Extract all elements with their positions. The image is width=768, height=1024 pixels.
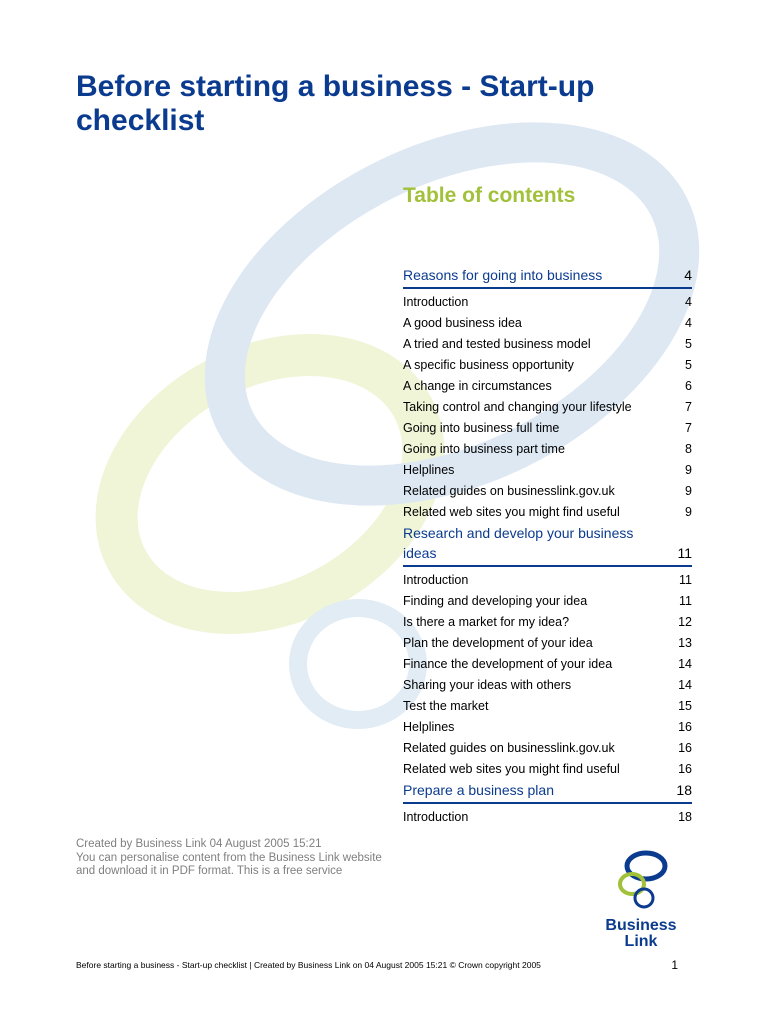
toc-entry[interactable] bbox=[403, 807, 692, 828]
toc-entry-title: Related guides on businesslink.gov.uk bbox=[403, 741, 615, 755]
toc-entry-title: A good business idea bbox=[403, 316, 522, 330]
toc-entry-page: 7 bbox=[685, 421, 692, 435]
toc-entry-title: A tried and tested business model bbox=[403, 337, 591, 351]
created-note bbox=[76, 838, 436, 879]
toc-entry-page: 7 bbox=[685, 400, 692, 414]
page-number: 1 bbox=[671, 958, 678, 972]
toc-section-page: 18 bbox=[676, 782, 692, 798]
toc-entry[interactable] bbox=[403, 481, 692, 502]
document-title: Before starting a business - Start-up checklist bbox=[76, 70, 595, 137]
toc-entry-title: Plan the development of your idea bbox=[403, 636, 593, 650]
toc-entry[interactable] bbox=[403, 591, 692, 612]
toc-entry-page: 4 bbox=[685, 316, 692, 330]
toc-entry-title: Finance the development of your idea bbox=[403, 657, 613, 671]
toc-entry[interactable] bbox=[403, 460, 692, 481]
logo-word: Business bbox=[605, 917, 677, 934]
toc-entry[interactable] bbox=[403, 334, 692, 355]
toc-entry-page: 8 bbox=[685, 442, 692, 456]
toc-entry-page: 5 bbox=[685, 358, 692, 372]
blue-ring-small bbox=[298, 608, 418, 720]
toc-entry-title: Finding and developing your idea bbox=[403, 594, 588, 608]
toc-entry[interactable] bbox=[403, 612, 692, 633]
logo-ring-blue-bottom bbox=[635, 889, 653, 907]
toc-entry-title: Helplines bbox=[403, 463, 455, 477]
toc-entry[interactable] bbox=[403, 313, 692, 334]
toc-entry-title: Related web sites you might find useful bbox=[403, 505, 620, 519]
created-line: Created by Business Link 04 August 2005 15:21 bbox=[76, 838, 322, 850]
toc-entry[interactable] bbox=[403, 675, 692, 696]
toc-entry-page: 11 bbox=[679, 573, 692, 587]
toc-entry-page: 9 bbox=[685, 463, 692, 477]
toc-entry-title: Introduction bbox=[403, 573, 469, 587]
toc-entry-page: 12 bbox=[678, 615, 692, 629]
created-line: You can personalise content from the Business Link website bbox=[76, 851, 382, 864]
logo-text bbox=[596, 918, 686, 950]
toc-entry[interactable] bbox=[403, 654, 692, 675]
toc-section-page: 4 bbox=[684, 267, 692, 283]
toc-entry-page: 9 bbox=[685, 484, 692, 498]
toc-entry-title: Going into business part time bbox=[403, 442, 565, 456]
toc-entry-page: 9 bbox=[685, 505, 692, 519]
toc-entry-page: 18 bbox=[678, 810, 692, 824]
logo-word: Link bbox=[624, 933, 658, 950]
toc-entry[interactable] bbox=[403, 439, 692, 460]
toc-entry-title: Taking control and changing your lifestyle bbox=[403, 400, 632, 414]
created-line: and download it in PDF format. This is a free service bbox=[76, 865, 343, 877]
toc-entry-page: 15 bbox=[678, 699, 692, 713]
toc-section-title: Research and develop your business ideas bbox=[403, 525, 634, 561]
toc-entry-page: 16 bbox=[678, 762, 692, 776]
toc-section-page: 11 bbox=[677, 545, 692, 561]
toc-entry[interactable] bbox=[403, 696, 692, 717]
toc-entry[interactable] bbox=[403, 376, 692, 397]
toc-entry-page: 16 bbox=[678, 741, 692, 755]
toc-entry-title: Sharing your ideas with others bbox=[403, 678, 572, 692]
toc-entry-title: Introduction bbox=[403, 810, 469, 824]
toc-section-heading[interactable] bbox=[403, 264, 692, 289]
toc-entry-page: 11 bbox=[679, 594, 692, 608]
table-of-contents bbox=[403, 264, 692, 828]
toc-entry-title: Is there a market for my idea? bbox=[403, 615, 570, 629]
toc-heading: Table of contents bbox=[403, 184, 576, 207]
page-footer: Before starting a business - Start-up checklist | Created by Business Link on 04 August 2005 15:21 © Crown copyright 2005 bbox=[76, 960, 541, 970]
toc-entry[interactable] bbox=[403, 759, 692, 780]
toc-entry-page: 14 bbox=[678, 678, 692, 692]
toc-entry[interactable] bbox=[403, 502, 692, 523]
toc-entry[interactable] bbox=[403, 397, 692, 418]
toc-entry-page: 16 bbox=[678, 720, 692, 734]
toc-entry[interactable] bbox=[403, 717, 692, 738]
toc-entry-page: 14 bbox=[678, 657, 692, 671]
toc-entry-title: A specific business opportunity bbox=[403, 358, 574, 372]
toc-section-title: Reasons for going into business bbox=[403, 267, 603, 283]
toc-section-heading[interactable] bbox=[403, 780, 692, 804]
toc-entry[interactable] bbox=[403, 570, 692, 591]
toc-entry[interactable] bbox=[403, 633, 692, 654]
toc-entry[interactable] bbox=[403, 292, 692, 313]
toc-entry-title: Introduction bbox=[403, 295, 469, 309]
toc-entry-title: Test the market bbox=[403, 699, 489, 713]
toc-entry-page: 6 bbox=[685, 379, 692, 393]
toc-entry[interactable] bbox=[403, 355, 692, 376]
toc-entry-title: Going into business full time bbox=[403, 421, 560, 435]
toc-entry-title: Helplines bbox=[403, 720, 455, 734]
toc-section-heading[interactable] bbox=[403, 523, 692, 567]
toc-entry-page: 5 bbox=[685, 337, 692, 351]
toc-section-title: Prepare a business plan bbox=[403, 782, 554, 798]
toc-entry-title: Related guides on businesslink.gov.uk bbox=[403, 484, 615, 498]
toc-entry-title: Related web sites you might find useful bbox=[403, 762, 620, 776]
toc-entry[interactable] bbox=[403, 418, 692, 439]
toc-entry-title: A change in circumstances bbox=[403, 379, 552, 393]
toc-entry-page: 4 bbox=[685, 295, 692, 309]
toc-entry[interactable] bbox=[403, 738, 692, 759]
toc-entry-page: 13 bbox=[678, 636, 692, 650]
